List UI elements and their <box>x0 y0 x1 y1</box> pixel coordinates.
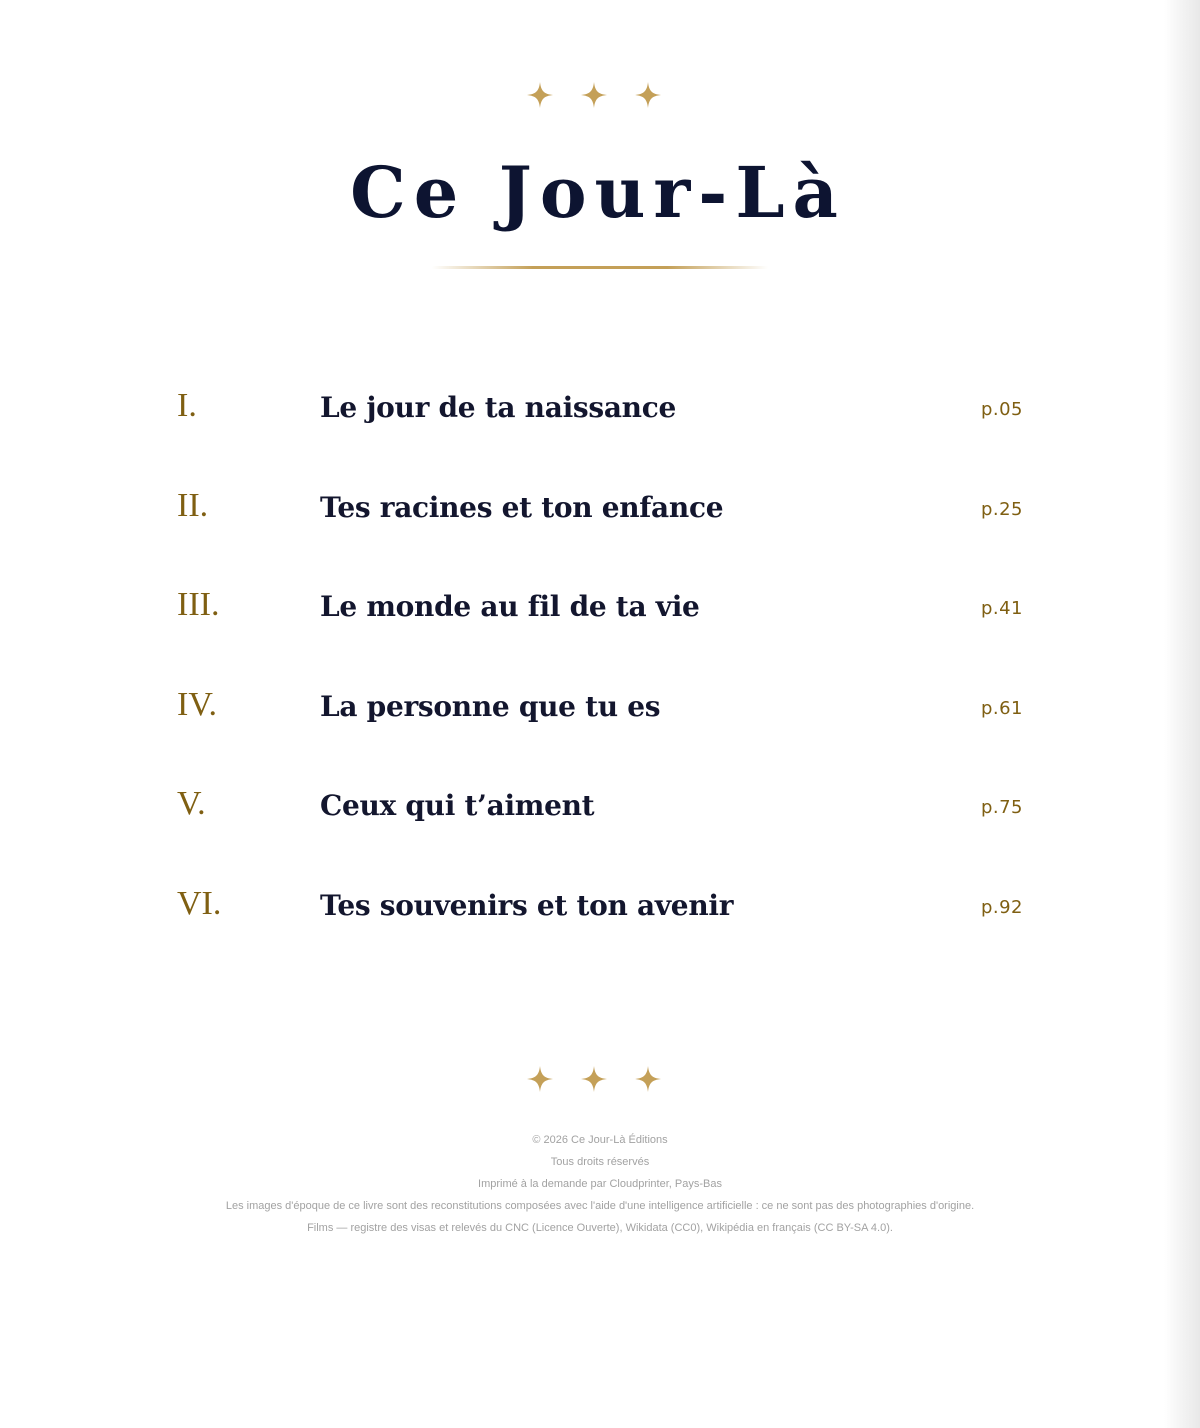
rights-notice: Tous droits réservés <box>550 1156 650 1168</box>
chapter-page: p.75 <box>980 797 1023 819</box>
chapter-page: p.41 <box>980 598 1023 620</box>
four-point-star-icon <box>581 1066 607 1092</box>
four-point-star-icon <box>635 1066 661 1092</box>
chapter-title: Le jour de ta naissance <box>320 391 677 424</box>
four-point-star-icon <box>581 82 607 108</box>
chapter-numeral: II. <box>177 486 209 524</box>
copyright-notice: © 2026 Ce Jour-Là Éditions <box>532 1134 668 1146</box>
chapter-page: p.61 <box>980 697 1023 719</box>
chapter-numeral: IV. <box>177 685 217 723</box>
table-of-contents <box>0 370 1200 968</box>
chapter-numeral: I. <box>177 387 197 424</box>
toc-entry[interactable] <box>0 569 1200 669</box>
chapter-numeral: III. <box>177 586 220 624</box>
chapter-page: p.92 <box>980 896 1023 918</box>
images-notice: Les images d'époque de ce livre sont des reconstitutions composées avec l'aide d'une intelligence artificielle : ce ne sont pas des photographies d'origine. <box>225 1200 975 1212</box>
book-title: Ce Jour-Là <box>350 151 846 234</box>
four-point-star-icon <box>527 1066 553 1092</box>
colophon <box>0 1129 1200 1239</box>
sources-notice: Films — registre des visas et relevés du CNC (Licence Ouverte), Wikidata (CC0), Wikipédia en français (CC BY-SA 4.0). <box>307 1222 893 1234</box>
four-point-star-icon <box>527 82 553 108</box>
toc-entry[interactable] <box>0 470 1200 570</box>
chapter-title: Tes racines et ton enfance <box>320 490 724 524</box>
toc-entry[interactable] <box>0 370 1200 470</box>
chapter-title: Le monde au fil de ta vie <box>320 590 700 624</box>
four-point-star-icon <box>635 82 661 108</box>
chapter-title: Ceux qui t’aiment <box>320 789 595 823</box>
printing-notice: Imprimé à la demande par Cloudprinter, Pays-Bas <box>478 1178 722 1190</box>
chapter-title: Tes souvenirs et ton avenir <box>320 888 734 922</box>
chapter-page: p.25 <box>980 498 1023 520</box>
bottom-ornament <box>0 1066 1188 1092</box>
toc-entry[interactable] <box>0 868 1200 968</box>
chapter-numeral: V. <box>177 785 206 823</box>
chapter-page: p.05 <box>980 399 1023 420</box>
top-ornament <box>0 82 1188 108</box>
chapter-title: La personne que tu es <box>320 689 661 723</box>
toc-entry[interactable] <box>0 669 1200 769</box>
toc-entry[interactable] <box>0 768 1200 868</box>
title-divider <box>432 266 768 269</box>
chapter-numeral: VI. <box>177 884 222 922</box>
